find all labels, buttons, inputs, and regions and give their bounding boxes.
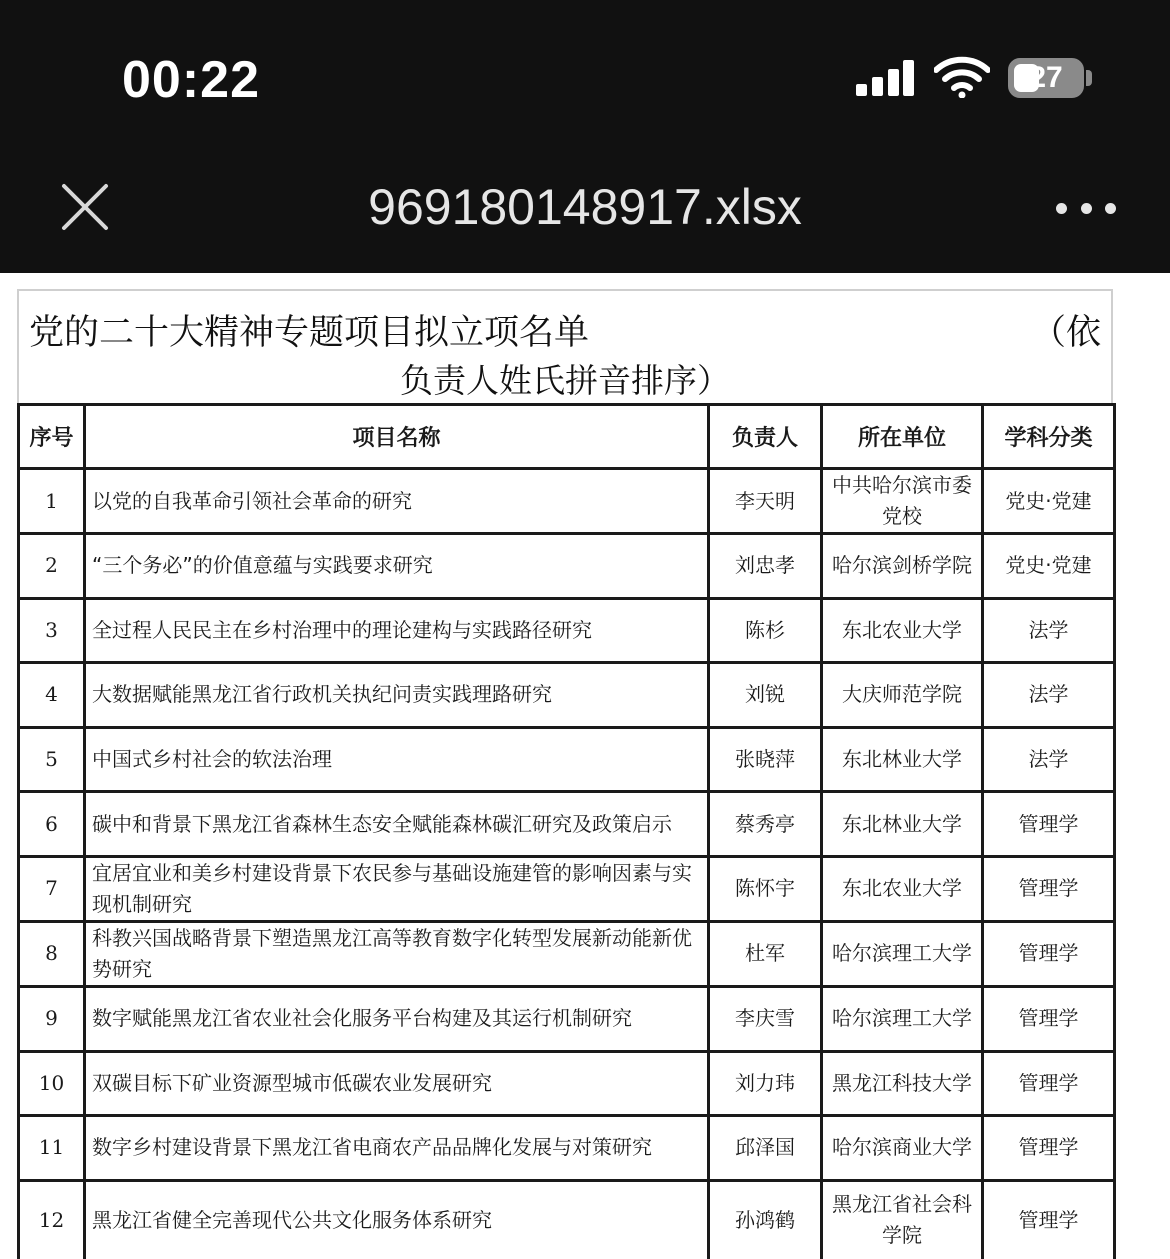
table-row [19,1051,1115,1116]
cell-no[interactable]: 3 [19,598,85,663]
cell-no[interactable]: 7 [19,856,85,921]
spreadsheet-view[interactable] [0,273,1170,1259]
cell-org[interactable]: 黑龙江省社会科学院 [822,1180,983,1259]
cell-lead[interactable]: 刘锐 [709,663,822,728]
cellular-signal-icon [856,60,914,96]
project-table [17,403,1116,1259]
cell-name[interactable]: 宜居宜业和美乡村建设背景下农民参与基础设施建管的影响因素与实现机制研究 [85,856,709,921]
table-row [19,986,1115,1051]
cell-no[interactable]: 10 [19,1051,85,1116]
cell-no[interactable]: 9 [19,986,85,1051]
cell-org[interactable]: 东北农业大学 [822,598,983,663]
cell-org[interactable]: 东北林业大学 [822,792,983,857]
table-row [19,598,1115,663]
more-horizontal-icon[interactable] [1056,196,1116,220]
cell-name[interactable]: “三个务必”的价值意蕴与实践要求研究 [85,534,709,599]
cell-category[interactable]: 管理学 [983,921,1115,986]
cell-org[interactable]: 哈尔滨理工大学 [822,986,983,1051]
cell-name[interactable]: 双碳目标下矿业资源型城市低碳农业发展研究 [85,1051,709,1116]
cell-no[interactable]: 12 [19,1180,85,1259]
table-row [19,1116,1115,1181]
battery-level: 27 [1029,61,1063,94]
table-row [19,792,1115,857]
top-bar [0,0,1170,273]
cell-org[interactable]: 东北农业大学 [822,856,983,921]
battery-indicator [1008,58,1084,98]
cell-category[interactable]: 管理学 [983,1051,1115,1116]
cell-org[interactable]: 哈尔滨商业大学 [822,1116,983,1181]
cell-category[interactable]: 党史·党建 [983,534,1115,599]
cell-lead[interactable]: 张晓萍 [709,727,822,792]
cell-name[interactable]: 以党的自我革命引领社会革命的研究 [85,469,709,534]
cell-lead[interactable]: 刘力玮 [709,1051,822,1116]
cell-lead[interactable]: 刘忠孝 [709,534,822,599]
cell-no[interactable]: 4 [19,663,85,728]
cell-category[interactable]: 管理学 [983,986,1115,1051]
dot [1105,203,1116,214]
table-row [19,1180,1115,1259]
status-time: 00:22 [122,51,260,109]
cell-name[interactable]: 数字赋能黑龙江省农业社会化服务平台构建及其运行机制研究 [85,986,709,1051]
table-row [19,921,1115,986]
cell-no[interactable]: 6 [19,792,85,857]
sheet-title-cell[interactable] [17,289,1113,405]
cell-no[interactable]: 1 [19,469,85,534]
header-category[interactable]: 学科分类 [983,405,1115,469]
cell-lead[interactable]: 李庆雪 [709,986,822,1051]
dot [1056,203,1067,214]
cell-lead[interactable]: 陈杉 [709,598,822,663]
cell-org[interactable]: 哈尔滨理工大学 [822,921,983,986]
sheet-title: 党的二十大精神专题项目拟立项名单 [29,313,590,353]
cell-name[interactable]: 全过程人民民主在乡村治理中的理论建构与实践路径研究 [85,598,709,663]
cell-category[interactable]: 党史·党建 [983,469,1115,534]
cell-lead[interactable]: 杜军 [709,921,822,986]
table-row [19,856,1115,921]
header-lead[interactable]: 负责人 [709,405,822,469]
cell-org[interactable]: 哈尔滨剑桥学院 [822,534,983,599]
header-name[interactable]: 项目名称 [85,405,709,469]
cell-no[interactable]: 8 [19,921,85,986]
cell-name[interactable]: 黑龙江省健全完善现代公共文化服务体系研究 [85,1180,709,1259]
table-row [19,727,1115,792]
cell-name[interactable]: 中国式乡村社会的软法治理 [85,727,709,792]
cell-category[interactable]: 管理学 [983,856,1115,921]
cell-category[interactable]: 管理学 [983,1116,1115,1181]
cell-no[interactable]: 11 [19,1116,85,1181]
cell-name[interactable]: 数字乡村建设背景下黑龙江省电商农产品品牌化发展与对策研究 [85,1116,709,1181]
sheet-title-side: （依 [1030,313,1101,353]
cell-org[interactable]: 黑龙江科技大学 [822,1051,983,1116]
table-row [19,469,1115,534]
dot [1081,203,1092,214]
cell-category[interactable]: 法学 [983,663,1115,728]
wifi-icon [934,56,990,98]
cell-category[interactable]: 管理学 [983,1180,1115,1259]
battery-tip [1086,70,1092,86]
table-row [19,534,1115,599]
cell-org[interactable]: 大庆师范学院 [822,663,983,728]
cell-org[interactable]: 中共哈尔滨市委党校 [822,469,983,534]
header-no[interactable]: 序号 [19,405,85,469]
cell-org[interactable]: 东北林业大学 [822,727,983,792]
cell-category[interactable]: 法学 [983,598,1115,663]
cell-no[interactable]: 2 [19,534,85,599]
cell-name[interactable]: 科教兴国战略背景下塑造黑龙江高等教育数字化转型发展新动能新优势研究 [85,921,709,986]
cell-name[interactable]: 碳中和背景下黑龙江省森林生态安全赋能森林碳汇研究及政策启示 [85,792,709,857]
cell-lead[interactable]: 邱泽国 [709,1116,822,1181]
cell-lead[interactable]: 蔡秀亭 [709,792,822,857]
cell-name[interactable]: 大数据赋能黑龙江省行政机关执纪问责实践理路研究 [85,663,709,728]
cell-lead[interactable]: 陈怀宇 [709,856,822,921]
cell-category[interactable]: 法学 [983,727,1115,792]
table-row [19,663,1115,728]
cell-lead[interactable]: 李天明 [709,469,822,534]
header-org[interactable]: 所在单位 [822,405,983,469]
file-title: 969180148917.xlsx [368,179,802,235]
cell-category[interactable]: 管理学 [983,792,1115,857]
sheet-subtitle: 负责人姓氏拼音排序） [400,361,730,400]
cell-lead[interactable]: 孙鸿鹤 [709,1180,822,1259]
table-header-row [19,405,1115,469]
cell-no[interactable]: 5 [19,727,85,792]
